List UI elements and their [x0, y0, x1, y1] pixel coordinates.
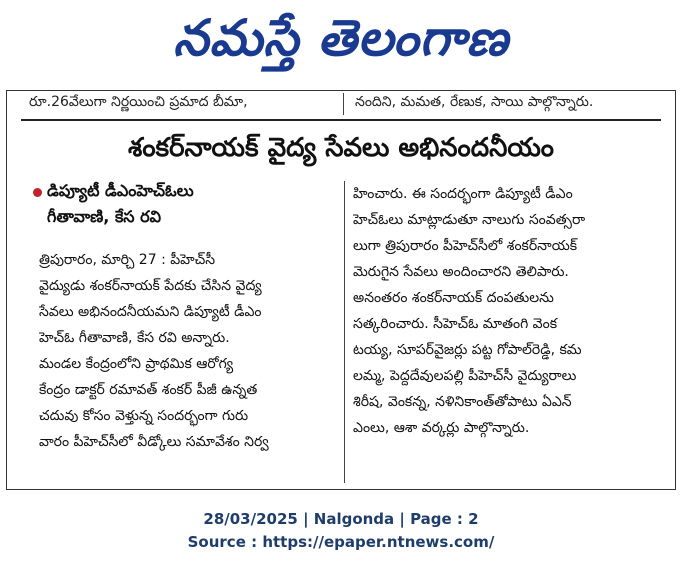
body-line: వైద్యుడు శంకర్‌నాయక్ పేదకు చేసిన వైద్య [39, 278, 262, 294]
footer-date-edition: 28/03/2025 | Nalgonda | Page : 2 [203, 510, 479, 528]
body-line: ఎంలు, ఆశా వర్కర్లు పాల్గొన్నారు. [353, 420, 530, 436]
headline-rule [21, 119, 661, 121]
body-line: సత్కరించారు. సీహెచ్‌ఓ మాతంగి వెంక [353, 316, 558, 332]
masthead-title: నమస్తే తెలంగాణ [173, 8, 509, 67]
body-line: హెచ్‌ఓ గీతావాణి, కేస రవి అన్నారు. [39, 330, 230, 346]
footer-source: Source : https://epaper.ntnews.com/ [187, 533, 495, 551]
column-divider-top [343, 93, 344, 115]
article-right-column [353, 181, 665, 485]
body-line: శిరీష, వెంకన్న, నళినికాంత్‌తోపాటు ఏఎన్ [353, 394, 572, 410]
right-column-body [353, 181, 665, 441]
subheading-line: డిప్యూటీ డీఎంహెచ్‌ఓలు [47, 181, 194, 200]
previous-article-left-text: రూ.26వేలుగా నిర్ణయించి ప్రమాద బీమా, [29, 94, 248, 110]
body-line: లమ్మ, పెద్దదేవులపల్లి పీహెచ్‌సీ వైద్యురాలు [353, 368, 577, 384]
body-line: అనంతరం శంకర్‌నాయక్ దంపతులను [353, 290, 554, 306]
body-line: కేంద్రం డాక్టర్ రమావత్ శంకర్ పీజీ ఉన్నత [39, 382, 258, 398]
column-divider [344, 181, 345, 483]
body-line: హించారు. ఈ సందర్భంగా డిప్యూటీ డీఎం [353, 186, 573, 202]
article-left-column [21, 181, 341, 485]
body-line: మండల కేంద్రంలోని ప్రాథమిక ఆరోగ్య [39, 356, 234, 372]
body-line: లుగా త్రిపురారం పీహెచ్‌సీలో శంకర్‌నాయక్ [353, 238, 578, 254]
masthead [0, 0, 682, 88]
subheading-line: గీతావాణి, కేస రవి [47, 207, 161, 226]
article-clipping [6, 90, 676, 490]
article-headline: శంకర్‌నాయక్ వైద్య సేవలు అభినందనీయం [128, 133, 554, 163]
bullet-icon [33, 188, 42, 197]
previous-article-right-text: నందిని, మమత, రేణుక, సాయి పాల్గొన్నారు. [355, 94, 594, 110]
body-line: మెరుగైన సేవలు అందించారని తెలిపారు. [353, 264, 569, 280]
body-line: వారం పీహెచ్‌సీలో వీడ్కోలు సమావేశం నిర్వ [39, 434, 269, 450]
body-line: టయ్య, సూపర్‌వైజర్లు పట్ట గోపాల్‌రెడ్డి, కమ [353, 342, 582, 358]
previous-article-strip [7, 91, 675, 117]
body-line: చదువు కోసం వెళ్తున్న సందర్భంగా గురు [39, 408, 249, 424]
left-column-body [39, 247, 339, 455]
body-line: హెచ్‌ఓలు మాట్లాడుతూ నాలుగు సంవత్సరా [353, 212, 586, 228]
body-line: త్రిపురారం, మార్చి 27 : పీహెచ్‌సీ [39, 252, 216, 268]
body-line: సేవలు అభినందనీయమని డిప్యూటీ డీఎం [39, 304, 262, 320]
